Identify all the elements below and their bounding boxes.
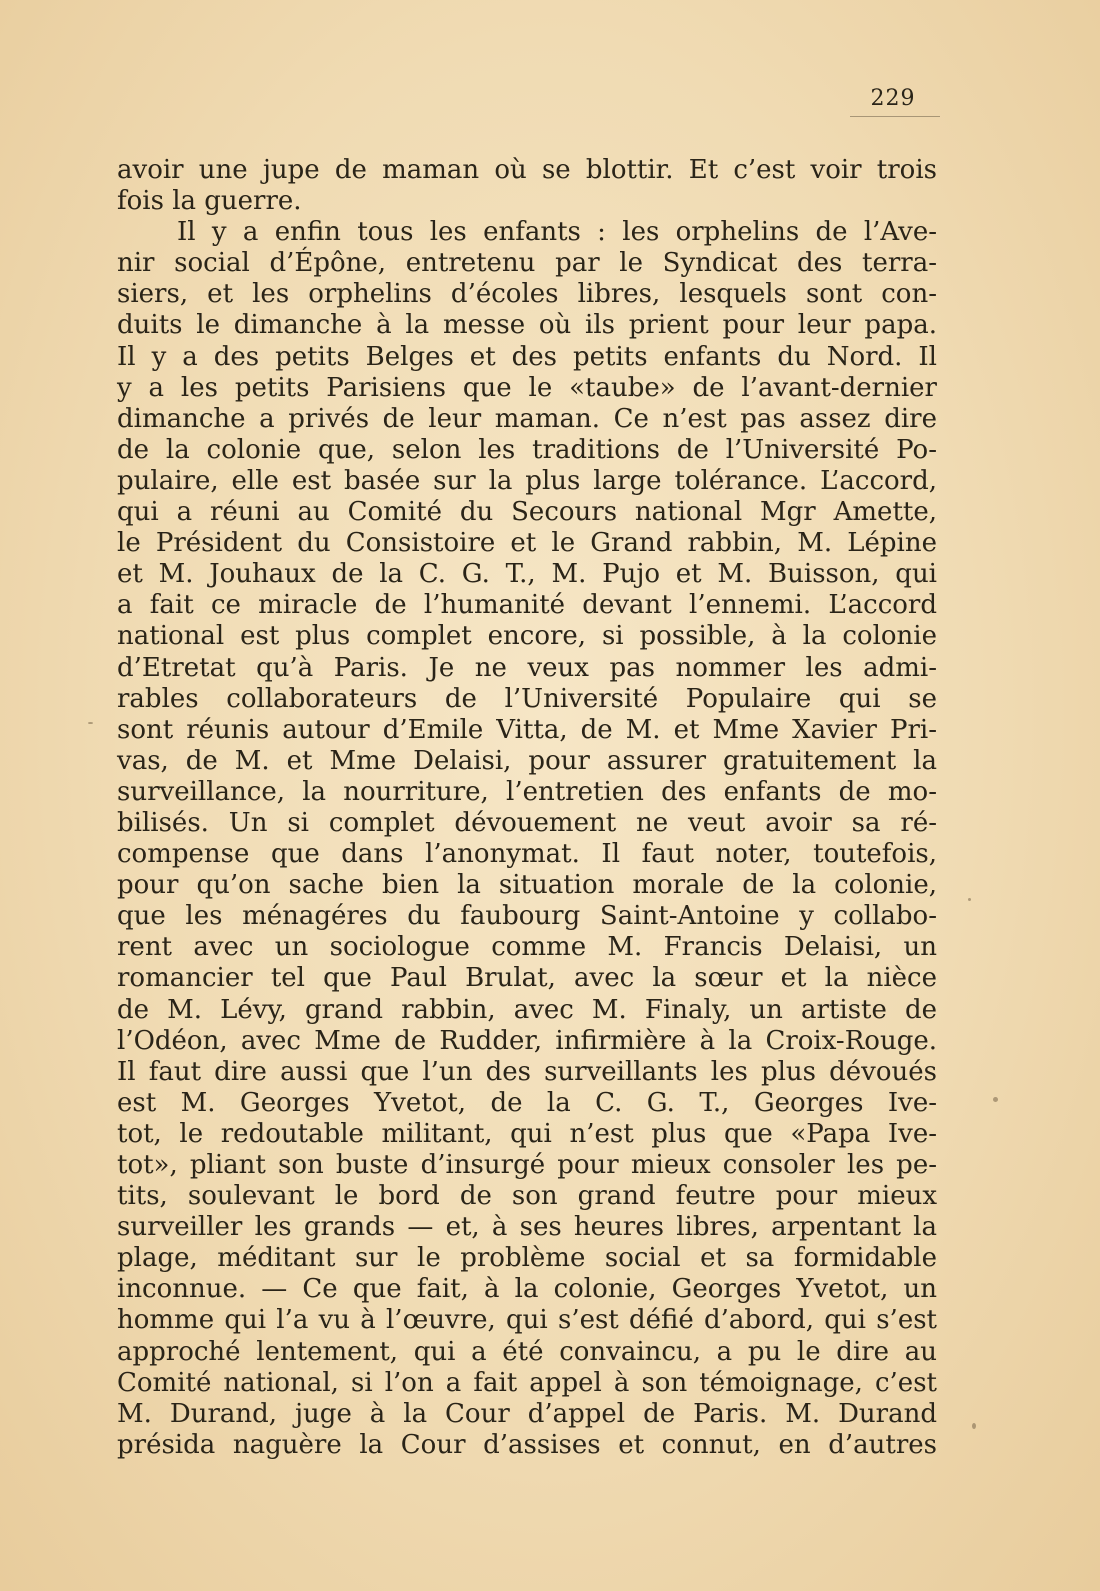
text-line: y a les petits Parisiens que le «taube» de l’avant-dernier (117, 372, 937, 403)
text-line: inconnue. — Ce que fait, à la colonie, Georges Yvetot, un (117, 1274, 937, 1305)
text-line: surveillance, la nourriture, l’entretien des enfants de mo- (117, 776, 937, 807)
text-line: tits, soulevant le bord de son grand feutre pour mieux (117, 1181, 937, 1212)
text-line: siers, et les orphelins d’écoles libres, lesquels sont con- (117, 279, 937, 310)
text-line: Il y a des petits Belges et des petits enfants du Nord. Il (117, 341, 937, 372)
paper-speck (972, 1423, 976, 1429)
text-line: approché lentement, qui a été convaincu, a pu le dire au (117, 1336, 937, 1367)
text-line: rent avec un sociologue comme M. Francis Delaisi, un (117, 932, 937, 963)
text-line: Il y a enfin tous les enfants : les orphelins de l’Ave- (177, 217, 937, 248)
text-line: surveiller les grands — et, à ses heures libres, arpentant la (117, 1212, 937, 1243)
text-line: bilisés. Un si complet dévouement ne veut avoir sa ré- (117, 807, 937, 838)
text-line: tot», pliant son buste d’insurgé pour mieux consoler les pe- (117, 1150, 937, 1180)
text-line: et M. Jouhaux de la C. G. T., M. Pujo et M. Buisson, qui (117, 559, 937, 590)
text-line: rables collaborateurs de l’Université Populaire qui se (117, 683, 937, 714)
text-line: dimanche a privés de leur maman. Ce n’est pas assez dire (117, 403, 937, 434)
text-line: plage, méditant sur le problème social et sa formidable (117, 1243, 937, 1274)
text-line: est M. Georges Yvetot, de la C. G. T., Georges Ive- (117, 1087, 937, 1118)
text-line: Comité national, si l’on a fait appel à son témoignage, c’est (117, 1367, 937, 1398)
text-line: de la colonie que, selon les traditions de l’Université Po- (117, 434, 937, 465)
text-line: vas, de M. et Mme Delaisi, pour assurer gratuitement la (117, 745, 937, 776)
paper-speck (968, 898, 971, 901)
text-line: homme qui l’a vu à l’œuvre, qui s’est défié d’abord, qui s’est (117, 1305, 937, 1336)
page-number: 229 (870, 86, 916, 111)
text-line: que les ménagéres du faubourg Saint-Antoine y collabo- (117, 901, 937, 932)
text-line: l’Odéon, avec Mme de Rudder, infirmière à la Croix-Rouge. (117, 1025, 937, 1056)
text-line: de M. Lévy, grand rabbin, avec M. Finaly, un artiste de (117, 994, 937, 1025)
text-line: qui a réuni au Comité du Secours national Mgr Amette, (117, 497, 937, 528)
text-line: d’Etretat qu’à Paris. Je ne veux pas nommer les admi- (117, 652, 937, 683)
text-line: nir social d’Épône, entretenu par le Syndicat des terra- (117, 248, 937, 279)
text-line: le Président du Consistoire et le Grand rabbin, M. Lépine (117, 528, 937, 559)
text-line: M. Durand, juge à la Cour d’appel de Paris. M. Durand (117, 1398, 937, 1429)
text-line: pulaire, elle est basée sur la plus large tolérance. L’accord, (117, 465, 937, 496)
text-line: avoir une jupe de maman où se blottir. Et c’est voir trois (117, 155, 937, 185)
text-line: sont réunis autour d’Emile Vitta, de M. et Mme Xavier Pri- (117, 714, 937, 745)
text-line: compense que dans l’anonymat. Il faut noter, toutefois, (117, 839, 937, 870)
body-text (117, 155, 937, 1461)
page-number-rule (850, 116, 940, 117)
text-line: présida naguère la Cour d’assises et connut, en d’autres (117, 1429, 937, 1460)
text-line: tot, le redoutable militant, qui n’est plus que «Papa Ive- (117, 1118, 937, 1149)
paper-speck (993, 1097, 998, 1102)
text-line: duits le dimanche à la messe où ils prient pour leur papa. (117, 310, 937, 341)
text-line: a fait ce miracle de l’humanité devant l’ennemi. L’accord (117, 590, 937, 621)
paper-speck (88, 722, 93, 724)
text-line: national est plus complet encore, si possible, à la colonie (117, 621, 937, 652)
text-line: fois la guerre. (117, 186, 302, 217)
text-line: romancier tel que Paul Brulat, avec la sœur et la nièce (117, 963, 937, 994)
text-line: pour qu’on sache bien la situation morale de la colonie, (117, 870, 937, 901)
text-line: Il faut dire aussi que l’un des surveillants les plus dévoués (117, 1056, 937, 1087)
